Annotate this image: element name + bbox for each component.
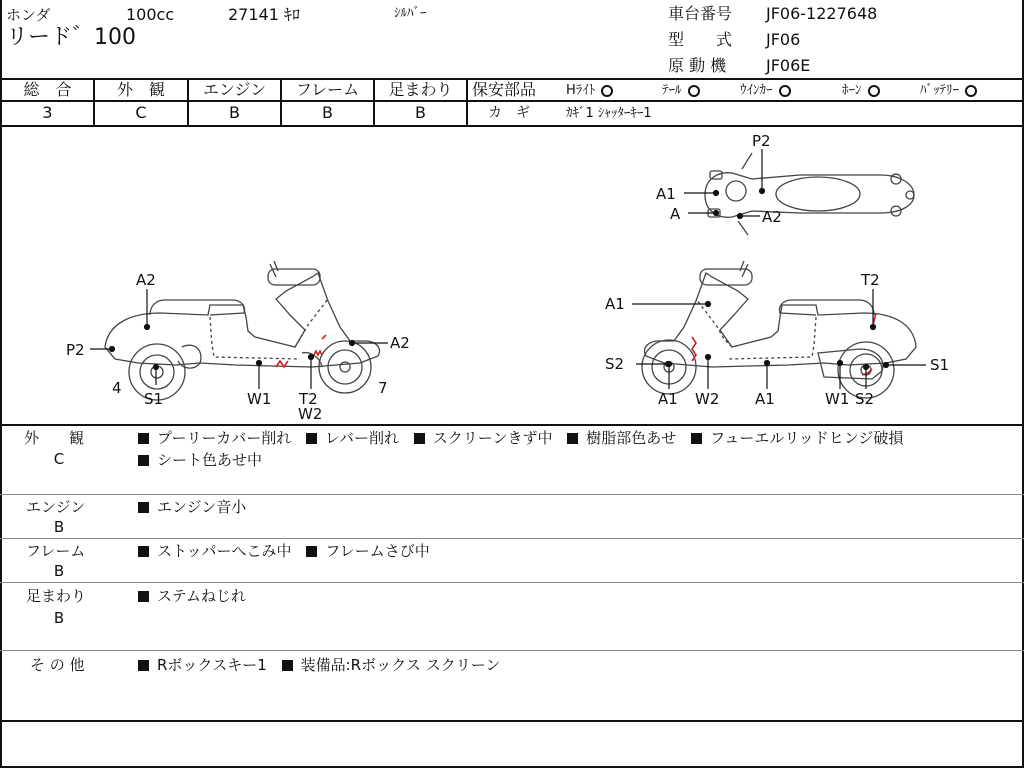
diagram-label: A [670,205,681,223]
ok-circle-icon [868,85,880,97]
engine-model-value: JF06E [766,56,811,75]
remark-item: 装備品:Rボックス スクリーン [300,656,501,674]
grade-divider [466,78,468,125]
rule-remarks [0,494,1024,495]
type-label: 型 式 [668,30,733,49]
remark-item: シート色あせ中 [157,451,263,469]
exterior-label: 外 観 [116,80,165,99]
remark-line [138,498,246,516]
engine-model-label: 原 動 機 [668,56,727,75]
key-label: カ ギ [488,105,530,121]
remark-title-other: そ の 他 [30,656,85,674]
diagram-label: S2 [605,355,625,373]
safety-item-name: ﾎｰﾝ [842,83,862,98]
safety-headlight [566,83,613,98]
frame-no-value: JF06-1227648 [766,4,878,23]
safety-item-name: Hﾗｲﾄ [566,83,596,98]
safety-horn [842,83,880,98]
engine-grade: B [229,103,240,122]
remark-grade-suspension: B [53,609,65,627]
diagram-label: A1 [656,185,676,203]
diagram-label: A1 [755,390,775,408]
rule-remarks [0,538,1024,539]
bullet-icon [567,433,578,444]
diagram-label: 7 [378,379,388,397]
engine-label: エンジン [202,80,267,99]
ok-circle-icon [601,85,613,97]
frame-label: フレーム [295,80,360,99]
remark-item: ストッパーへこみ中 [157,542,292,560]
rule-grade-middle [0,100,1024,102]
remark-item: フューエルリッドヒンジ破損 [710,429,904,447]
safety-item-name: ｳｲﾝｶｰ [740,83,773,98]
rule-remarks [0,582,1024,583]
remark-title-suspension: 足まわり [26,587,87,605]
ok-circle-icon [779,85,791,97]
remark-line [138,429,903,447]
color: ｼﾙﾊﾞｰ [394,6,427,21]
remark-item: Rボックスキー1 [157,656,267,674]
suspension-grade: B [415,103,426,122]
remark-title-exterior: 外 観 [24,429,85,447]
safety-winker [740,83,791,98]
diagram-label: T2 [299,390,318,408]
rule-remarks-bottom [0,720,1024,722]
remark-grade-frame: B [53,562,65,580]
exterior-grade: C [135,103,147,122]
diagram-label: A2 [136,271,156,289]
safety-item-name: ﾊﾞｯﾃﾘｰ [920,83,959,98]
diagram-label: A2 [390,334,410,352]
remark-grade-exterior: C [53,450,65,468]
ok-circle-icon [965,85,977,97]
type-value: JF06 [766,30,801,49]
scooter-top-view-icon [705,153,914,235]
bullet-icon [282,660,293,671]
frame-grade: B [322,103,333,122]
ok-circle-icon [688,85,700,97]
safety-tail [662,83,700,98]
diagram-label: S2 [855,390,875,408]
overall-grade: 3 [42,103,53,122]
diagram-label: W2 [695,390,720,408]
bullet-icon [306,546,317,557]
safety-item-name: ﾃｰﾙ [662,83,682,98]
remark-item: プーリーカバー削れ [157,429,292,447]
diagram-label: W2 [298,405,323,423]
remark-title-engine: エンジン [26,498,86,516]
remark-line [138,451,262,469]
scooter-diagrams [0,127,1024,424]
remark-title-frame: フレーム [26,542,86,560]
remark-grade-engine: B [53,518,65,536]
rule-remarks [0,650,1024,651]
diagram-label: A1 [605,295,625,313]
damage-mark [692,337,696,361]
diagram-label: A2 [762,208,782,226]
remark-line [138,587,246,605]
model-name: リード゛100 [6,25,136,50]
bullet-icon [414,433,425,444]
remark-item: ステムねじれ [157,587,246,605]
remark-item: フレームさび中 [325,542,430,560]
suspension-label: 足まわり [388,80,453,99]
remark-item: スクリーンきず中 [432,429,553,447]
safety-battery [920,83,977,98]
bullet-icon [138,546,149,557]
bullet-icon [138,591,149,602]
bullet-icon [691,433,702,444]
diagram-label: S1 [144,390,164,408]
remark-line [138,656,500,674]
rule-remarks-top [0,424,1024,426]
diagram-label: W1 [825,390,850,408]
bullet-icon [138,502,149,513]
key-value: ｶｷﾞ1 ｼｬｯﾀｰｷｰ1 [566,106,652,121]
bullet-icon [138,660,149,671]
diagram-label: 4 [112,379,122,397]
bullet-icon [138,455,149,466]
mileage: 27141 ｷﾛ [228,5,300,24]
diagram-label: A1 [658,390,678,408]
remark-item: レバー削れ [325,429,399,447]
displacement: 100cc [126,5,175,24]
diagram-label: T2 [861,271,880,289]
safety-label: 保安部品 [472,80,537,99]
remark-line [138,542,430,560]
bullet-icon [306,433,317,444]
maker: ホンダ [6,6,51,24]
diagram-label: S1 [930,356,950,374]
remark-item: 樹脂部色あせ [586,429,677,447]
damage-mark [314,351,322,355]
overall-label: 総 合 [23,80,72,99]
diagram-label: W1 [247,390,272,408]
bullet-icon [138,433,149,444]
damage-mark [322,335,326,339]
diagram-label: P2 [66,341,85,359]
frame-no-label: 車台番号 [668,4,733,23]
diagram-label: P2 [752,132,771,150]
remark-item: エンジン音小 [157,498,247,516]
